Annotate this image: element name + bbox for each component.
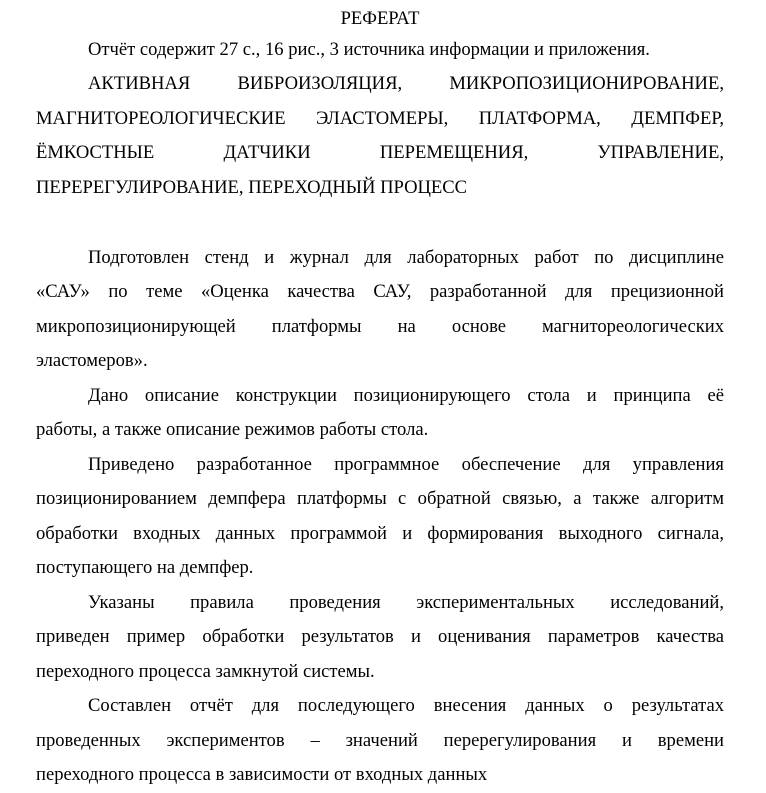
- keywords-line: МАГНИТОРЕОЛОГИЧЕСКИЕ ЭЛАСТОМЕРЫ, ПЛАТФОРМА, ДЕМПФЕР,: [36, 107, 724, 129]
- document-title: РЕФЕРАТ: [340, 8, 420, 29]
- paragraph-line: работы, а также описание режимов работы стола.: [36, 419, 429, 441]
- abstract-paragraph: [36, 379, 724, 448]
- paragraph-line: микропозиционирующей платформы на основе магнитореологических: [36, 315, 724, 337]
- abstract-paragraph: [36, 689, 724, 793]
- paragraph-line: Дано описание конструкции позиционирующего стола и принципа её: [88, 384, 724, 406]
- keywords-line: ПЕРЕРЕГУЛИРОВАНИЕ, ПЕРЕХОДНЫЙ ПРОЦЕСС: [36, 176, 468, 198]
- blank-line: [36, 206, 724, 241]
- keywords-line: ЁМКОСТНЫЕ ДАТЧИКИ ПЕРЕМЕЩЕНИЯ, УПРАВЛЕНИЕ,: [36, 142, 724, 164]
- paragraph-line: Приведено разработанное программное обеспечение для управления: [88, 453, 724, 475]
- abstract-paragraph: [36, 448, 724, 586]
- paragraph-line: поступающего на демпфер.: [36, 557, 254, 579]
- document-page: [36, 4, 724, 793]
- paragraph-line: Составлен отчёт для последующего внесения данных о результатах: [88, 695, 724, 717]
- keywords-line: АКТИВНАЯ ВИБРОИЗОЛЯЦИЯ, МИКРОПОЗИЦИОНИРОВАНИЕ,: [88, 73, 724, 95]
- paragraph-line: эластомеров».: [36, 350, 148, 372]
- paragraph-line: Подготовлен стенд и журнал для лабораторных работ по дисциплине: [88, 246, 724, 268]
- paragraph-line: приведен пример обработки результатов и оценивания параметров качества: [36, 626, 724, 648]
- paragraph-line: Указаны правила проведения экспериментальных исследований,: [88, 591, 724, 613]
- keywords-block: [36, 67, 724, 205]
- report-summary: Отчёт содержит 27 с., 16 рис., 3 источника информации и приложения.: [88, 39, 650, 60]
- paragraph-line: позиционированием демпфера платформы с обратной связью, а также алгоритм: [36, 488, 724, 510]
- paragraph-line: переходного процесса в зависимости от входных данных: [36, 764, 488, 786]
- abstract-paragraph: [36, 241, 724, 379]
- paragraph-line: «САУ» по теме «Оценка качества САУ, разработанной для прецизионной: [36, 281, 724, 303]
- paragraph-line: обработки входных данных программой и формирования выходного сигнала,: [36, 522, 724, 544]
- paragraph-line: проведенных экспериментов – значений перерегулирования и времени: [36, 729, 724, 751]
- abstract-paragraph: [36, 586, 724, 690]
- paragraph-line: переходного процесса замкнутой системы.: [36, 660, 375, 682]
